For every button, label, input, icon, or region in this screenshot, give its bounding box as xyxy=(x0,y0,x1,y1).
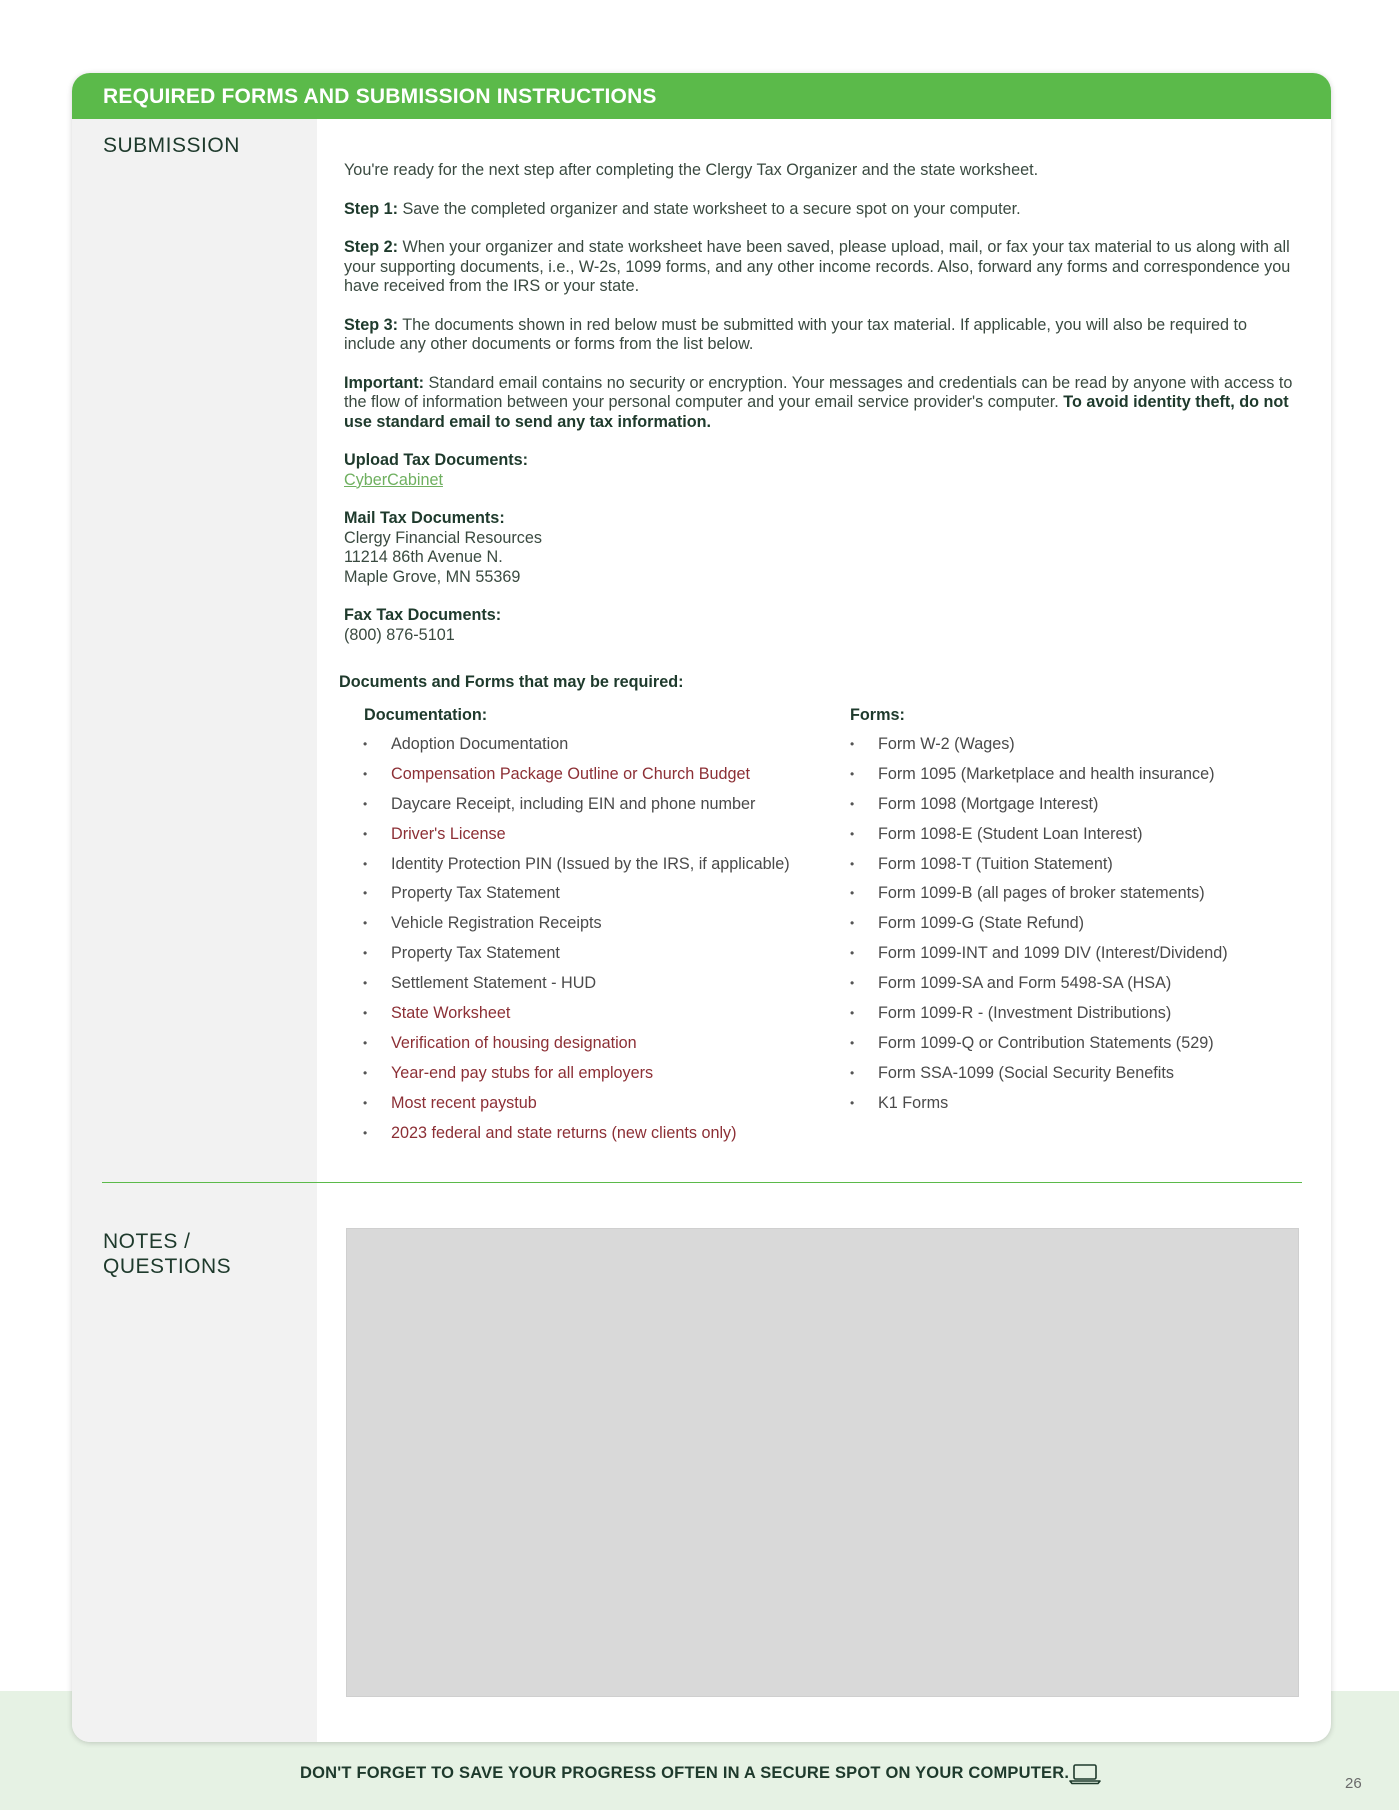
documentation-item: • Verification of housing designation xyxy=(363,1033,843,1063)
page-number: 26 xyxy=(1345,1775,1362,1792)
card-header xyxy=(72,73,1331,119)
step-2-label: Step 2: xyxy=(344,238,398,256)
form-item: • Form 1098 (Mortgage Interest) xyxy=(850,794,1320,824)
forms-list xyxy=(850,734,1320,1123)
upload-section xyxy=(344,451,1299,490)
documentation-item: • Vehicle Registration Receipts xyxy=(363,913,843,943)
forms-heading: Forms: xyxy=(850,706,905,724)
documents-heading: Documents and Forms that may be required: xyxy=(339,673,684,691)
form-item: • Form 1098-T (Tuition Statement) xyxy=(850,854,1320,884)
important-text: Standard email contains no security or encryption. Your messages and credentials can be read by anyone with access to the flow of information between your personal computer and your email service provider's computer. xyxy=(344,373,1293,411)
form-item: • Form 1099-G (State Refund) xyxy=(850,913,1320,943)
form-item: • Form 1099-R - (Investment Distributions) xyxy=(850,1003,1320,1033)
notes-label xyxy=(103,1229,231,1279)
documentation-item: • Adoption Documentation xyxy=(363,734,843,764)
form-item: • Form 1099-Q or Contribution Statements (529) xyxy=(850,1033,1320,1063)
intro-text: You're ready for the next step after completing the Clergy Tax Organizer and the state worksheet. xyxy=(344,161,1039,179)
cybercabinet-link[interactable]: CyberCabinet xyxy=(344,470,443,489)
important-label: Important: xyxy=(344,373,425,392)
form-item: • Form W-2 (Wages) xyxy=(850,734,1320,764)
fax-section xyxy=(344,606,1299,645)
laptop-icon xyxy=(1069,1763,1101,1785)
step-3-label: Step 3: xyxy=(344,315,398,334)
mail-line-1: Clergy Financial Resources xyxy=(344,528,542,547)
left-column xyxy=(72,119,317,1742)
notes-input-box[interactable] xyxy=(346,1228,1299,1697)
form-item: • Form 1098-E (Student Loan Interest) xyxy=(850,824,1320,854)
step-1-label: Step 1: xyxy=(344,199,398,218)
mail-label: Mail Tax Documents: xyxy=(344,509,505,527)
mail-line-2: 11214 86th Avenue N. xyxy=(344,548,503,566)
documentation-item: • Identity Protection PIN (Issued by the IRS, if applicable) xyxy=(363,854,843,884)
form-item: • K1 Forms xyxy=(850,1093,1320,1123)
mail-line-3: Maple Grove, MN 55369 xyxy=(344,567,521,586)
form-item: • Form 1095 (Marketplace and health insurance) xyxy=(850,764,1320,794)
step-1 xyxy=(344,200,1299,220)
mail-section xyxy=(344,509,1299,587)
documentation-item: • State Worksheet xyxy=(363,1003,843,1033)
page-title: REQUIRED FORMS AND SUBMISSION INSTRUCTIONS xyxy=(103,85,657,108)
documentation-item: • Property Tax Statement xyxy=(363,943,843,973)
documentation-item: • Daycare Receipt, including EIN and phone number xyxy=(363,794,843,824)
documentation-item: • Compensation Package Outline or Church Budget xyxy=(363,764,843,794)
step-2 xyxy=(344,238,1299,297)
notes-label-line-1: NOTES / xyxy=(103,1230,191,1253)
documentation-item: • Most recent paystub xyxy=(363,1093,843,1123)
step-3 xyxy=(344,316,1299,355)
important-warning: To avoid identity theft, do not use standard email to send any tax information. xyxy=(344,393,1289,431)
step-1-text: Save the completed organizer and state worksheet to a secure spot on your computer. xyxy=(397,199,1021,218)
save-reminder: DON'T FORGET TO SAVE YOUR PROGRESS OFTEN IN A SECURE SPOT ON YOUR COMPUTER. xyxy=(300,1764,1070,1782)
form-item: • Form SSA-1099 (Social Security Benefits xyxy=(850,1063,1320,1093)
step-3-text: The documents shown in red below must be submitted with your tax material. If applicable, you will also be required to include any other documents or forms from the list below. xyxy=(344,315,1248,353)
documentation-item: • Year-end pay stubs for all employers xyxy=(363,1063,843,1093)
instructions-card xyxy=(72,73,1331,1742)
submission-content xyxy=(344,161,1299,664)
section-divider xyxy=(102,1182,1302,1183)
step-2-text: When your organizer and state worksheet have been saved, please upload, mail, or fax your tax material to us along with all your supporting documents, i.e., W-2s, 1099 forms, and any other income records. Also, forward any forms and correspondence you have received from the IRS or your state. xyxy=(344,238,1291,295)
documentation-item: • Settlement Statement - HUD xyxy=(363,973,843,1003)
fax-number: (800) 876-5101 xyxy=(344,625,455,644)
important-note xyxy=(344,374,1299,433)
documentation-item: • 2023 federal and state returns (new clients only) xyxy=(363,1123,843,1153)
documentation-item: • Driver's License xyxy=(363,824,843,854)
documentation-item: • Property Tax Statement xyxy=(363,883,843,913)
documentation-list xyxy=(363,734,843,1152)
form-item: • Form 1099-SA and Form 5498-SA (HSA) xyxy=(850,973,1320,1003)
fax-label: Fax Tax Documents: xyxy=(344,606,502,624)
upload-label: Upload Tax Documents: xyxy=(344,451,529,469)
submission-label: SUBMISSION xyxy=(103,134,240,157)
documentation-heading: Documentation: xyxy=(364,706,488,724)
notes-label-line-2: QUESTIONS xyxy=(103,1255,232,1278)
form-item: • Form 1099-B (all pages of broker statements) xyxy=(850,883,1320,913)
form-item: • Form 1099-INT and 1099 DIV (Interest/Dividend) xyxy=(850,943,1320,973)
